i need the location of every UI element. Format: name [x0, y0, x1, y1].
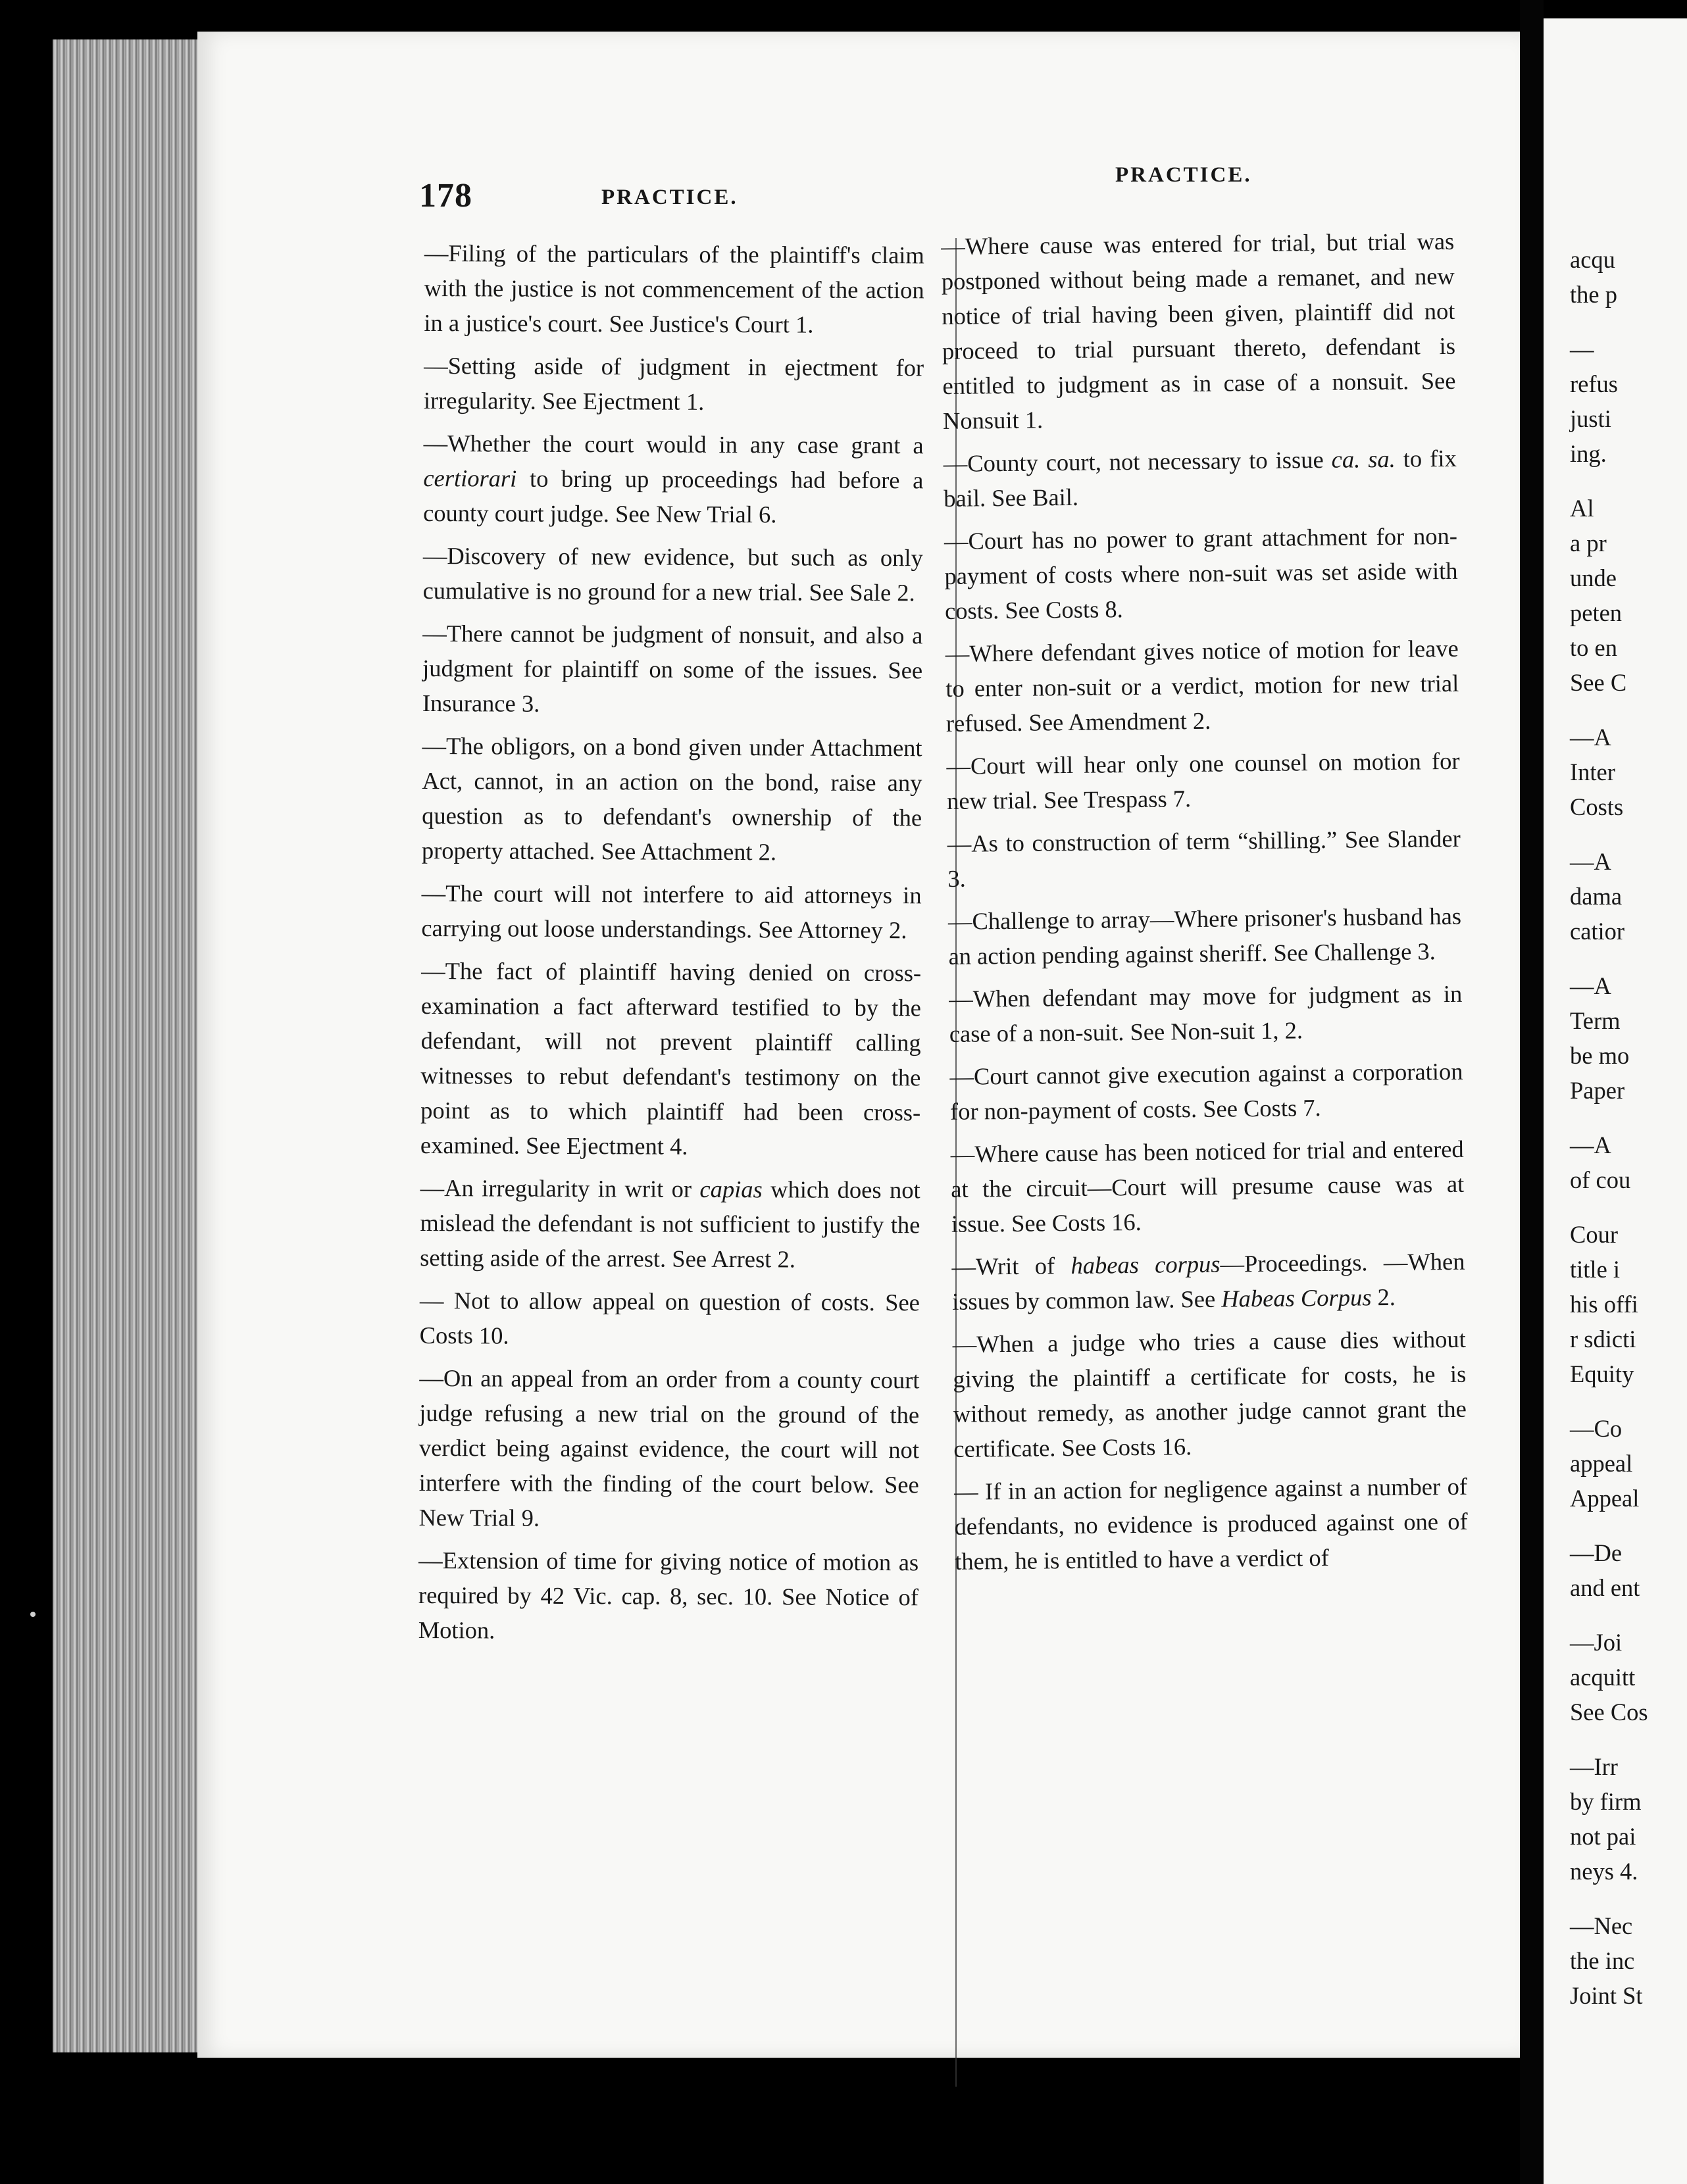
entry-text: which does not mislead the defendant is not sufficient to justify the setting aside of the arrest. See Arrest 2. — [420, 1176, 920, 1273]
index-entry: — Not to allow appeal on question of costs. See Costs 10. — [419, 1286, 920, 1349]
facing-page-line: Appeal — [1570, 1485, 1640, 1512]
index-entry: —Extension of time for giving notice of motion as required by 42 Vic. cap. 8, sec. 10. See Notice of Motion. — [418, 1546, 919, 1644]
index-entry: —On an appeal from an order from a county court judge refusing a new trial on the ground of the verdict being against evidence, the court will not interfere with the finding of the court below. See New Trial 9. — [418, 1364, 920, 1531]
facing-page-line — [1570, 1108, 1687, 1128]
index-entry: —Challenge to array—Where prisoner's husband has an action pending against sheriff. See Challenge 3. — [947, 902, 1462, 970]
facing-page-line — [1570, 1889, 1687, 1908]
entry-text: to bring up proceedings had before a county court judge. See New Trial 6. — [423, 464, 924, 528]
index-entry: —Court will hear only one counsel on motion for new trial. See Trespass 7. — [946, 747, 1460, 814]
book-gutter — [1520, 0, 1544, 2184]
left-column — [418, 236, 924, 1657]
facing-page-line: be mo — [1570, 1042, 1630, 1069]
facing-page-line: justi — [1570, 405, 1611, 432]
entry-text: —County court, not necessary to issue — [943, 445, 1332, 477]
facing-page-line: title i — [1570, 1256, 1621, 1283]
italic-term: ca. sa. — [1331, 445, 1396, 473]
facing-page-line: See C — [1570, 669, 1627, 696]
facing-page-line: Cour — [1570, 1221, 1618, 1248]
entry-text: 2. — [1371, 1283, 1396, 1311]
facing-page-line: — — [1570, 335, 1594, 362]
index-entry: —When defendant may move for judgment as in case of a non-suit. See Non-suit 1, 2. — [949, 980, 1463, 1047]
facing-page-line: ing. — [1570, 440, 1607, 467]
facing-page-line — [1570, 949, 1687, 968]
facing-page-line: acqu — [1570, 246, 1615, 273]
index-entry — [420, 1170, 920, 1277]
facing-page-line: peten — [1570, 599, 1623, 626]
index-entry: —Filing of the particulars of the plaintiff's claim with the justice is not commencement of the action in a justice's court. See Justice's Court 1. — [424, 239, 924, 338]
facing-page-line: dama — [1570, 883, 1623, 910]
index-entry — [423, 426, 924, 532]
italic-term: certiorari — [423, 464, 517, 492]
index-entry: —Court cannot give execution against a corporation for non-payment of costs. See Costs 7. — [949, 1057, 1463, 1125]
facing-page-line: the p — [1570, 281, 1617, 308]
facing-page-line: Paper — [1570, 1077, 1625, 1104]
page-number: 178 — [419, 177, 472, 214]
entry-text: —Proceedings. —When issues by common law. See — [951, 1247, 1465, 1315]
facing-page-line: Term — [1570, 1007, 1621, 1034]
facing-page-line: catior — [1570, 918, 1625, 945]
facing-page-line: to en — [1570, 634, 1617, 661]
index-entry: —Where cause was entered for trial, but trial was postponed without being made a remanet, and new notice of trial having been given, plaintiff did not proceed to trial pursuant thereto, defendant is entitled to judgment as in case of a nonsuit. See Nonsuit 1. — [941, 227, 1456, 434]
right-running-head: PRACTICE. — [1115, 163, 1252, 187]
page-edges — [53, 39, 204, 2052]
italic-term: capias — [699, 1175, 763, 1203]
facing-page-line: —De — [1570, 1539, 1623, 1566]
index-entry: —Court has no power to grant attachment for non-payment of costs where non-suit was set aside with costs. See Costs 8. — [944, 522, 1458, 624]
facing-page-line: not pai — [1570, 1823, 1636, 1850]
index-entry: —When a judge who tries a cause dies without giving the plaintiff a certificate for costs, he is without remedy, as another judge cannot grant the certificate. See Costs 16. — [952, 1325, 1467, 1462]
index-entry: —As to construction of term “shilling.” See Slander 3. — [947, 824, 1461, 892]
facing-page-line — [1570, 1729, 1687, 1749]
index-entry — [943, 441, 1457, 516]
facing-page-line: —Irr — [1570, 1753, 1618, 1780]
facing-page-line: —Co — [1570, 1415, 1623, 1442]
facing-page-line — [1570, 1516, 1687, 1535]
facing-page-line: by firm — [1570, 1788, 1642, 1815]
right-column — [941, 224, 1469, 1587]
facing-page-line — [1570, 1605, 1687, 1625]
index-entry: —Setting aside of judgment in ejectment for irregularity. See Ejectment 1. — [423, 351, 924, 415]
facing-page-line: refus — [1570, 370, 1618, 397]
index-entry — [951, 1244, 1465, 1319]
facing-page-line: neys 4. — [1570, 1858, 1638, 1885]
facing-page-line: acquitt — [1570, 1664, 1636, 1691]
facing-page-line: his offi — [1570, 1291, 1638, 1318]
index-entry: —The obligors, on a bond given under Attachment Act, cannot, in an action on the bond, raise any question as to defendant's ownership of the property attached. See Attachment 2. — [421, 732, 922, 866]
index-entry: —The court will not interfere to aid attorneys in carrying out loose understandings. See Attorney 2. — [421, 879, 922, 944]
index-entry: —The fact of plaintiff having denied on cross-examination a fact afterward testified to by the defendant, will not prevent plaintiff calling witnesses to rebut defendant's testimony on the point as to which plaintiff had been cross-examined. See Ejectment 4. — [420, 956, 922, 1160]
facing-page-line: Al — [1570, 495, 1594, 522]
index-entry: — If in an action for negligence against a number of defendants, no evidence is produced against one of them, he is entitled to have a verdict of — [953, 1472, 1468, 1575]
facing-page-line: Inter — [1570, 758, 1615, 785]
scan-speck — [30, 1612, 36, 1617]
facing-page-line: —A — [1570, 1131, 1611, 1158]
facing-page-line: and ent — [1570, 1574, 1640, 1601]
facing-page-fragment — [1544, 18, 1687, 2184]
facing-page-line: —A — [1570, 848, 1611, 875]
facing-page-line: unde — [1570, 564, 1617, 591]
entry-text: —An irregularity in writ or — [420, 1174, 700, 1203]
facing-page-line — [1570, 1391, 1687, 1411]
facing-page-line: appeal — [1570, 1450, 1633, 1477]
entry-text: —Whether the court would in any case grant a — [423, 429, 924, 459]
facing-page-line: —Nec — [1570, 1912, 1633, 1939]
facing-page-line: of cou — [1570, 1166, 1631, 1193]
facing-page-line: Joint St — [1570, 1982, 1643, 2009]
facing-page-column — [1570, 242, 1687, 2013]
facing-page-line: a pr — [1570, 530, 1607, 557]
index-entry: —Where defendant gives notice of motion for leave to enter non-suit or a verdict, motion for new trial refused. See Amendment 2. — [945, 634, 1459, 737]
entry-text: to fix bail. See Bail. — [944, 444, 1457, 512]
entry-text: —Writ of — [951, 1252, 1071, 1280]
index-entry: —Discovery of new evidence, but such as only cumulative is no ground for a new trial. See Sale 2. — [422, 541, 923, 607]
index-entry: —Where cause has been noticed for trial and entered at the circuit—Court will presume cause was at issue. See Costs 16. — [950, 1135, 1465, 1237]
facing-page-line: —A — [1570, 972, 1611, 999]
facing-page-line: —A — [1570, 724, 1611, 751]
facing-page-line — [1570, 471, 1687, 491]
facing-page-line — [1570, 312, 1687, 332]
facing-page-line: r sdicti — [1570, 1326, 1636, 1353]
facing-page-line: Costs — [1570, 793, 1624, 820]
facing-page-line: —Joi — [1570, 1629, 1623, 1656]
italic-term: habeas corpus — [1070, 1250, 1221, 1279]
facing-page-line — [1570, 700, 1687, 720]
left-running-head: PRACTICE. — [601, 186, 738, 209]
index-entry: —There cannot be judgment of nonsuit, and also a judgment for plaintiff on some of the issues. See Insurance 3. — [422, 619, 923, 717]
facing-page-line: the inc — [1570, 1947, 1635, 1974]
facing-page-line: See Cos — [1570, 1699, 1648, 1725]
italic-term: Habeas Corpus — [1221, 1283, 1372, 1312]
facing-page-line: Equity — [1570, 1360, 1634, 1387]
facing-page-line — [1570, 824, 1687, 844]
facing-page-line — [1570, 1197, 1687, 1217]
